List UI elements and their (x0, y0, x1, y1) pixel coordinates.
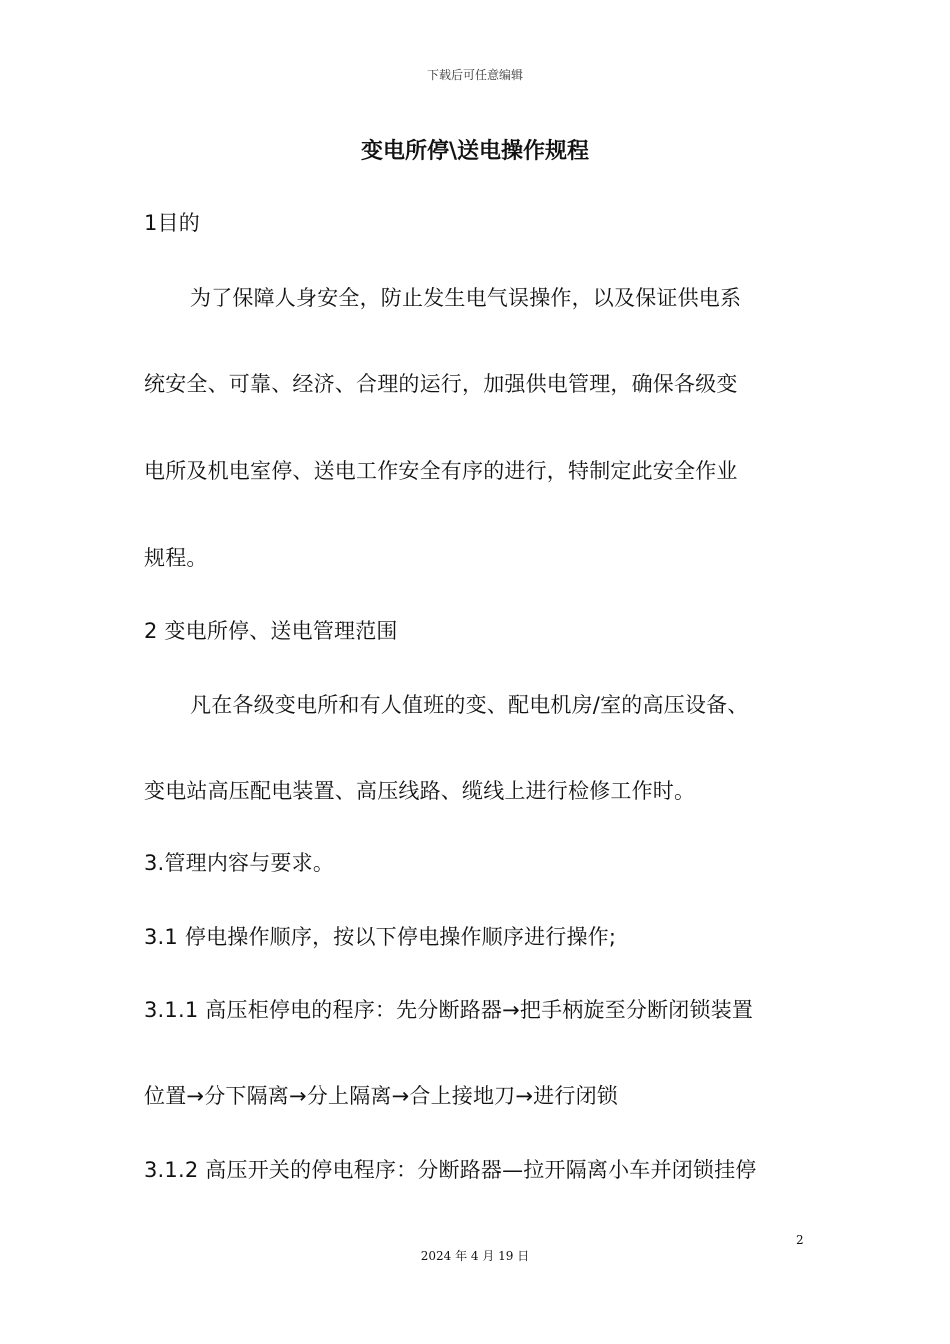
section-heading-purpose: 1目的 (144, 211, 200, 235)
paragraph-line: 3.1.2 高压开关的停电程序：分断路器—拉开隔离小车并闭锁挂停 (144, 1158, 757, 1182)
section-heading-requirements: 3.管理内容与要求。 (144, 851, 335, 875)
subsection-heading: 3.1 停电操作顺序，按以下停电操作顺序进行操作; (144, 925, 617, 949)
section-heading-scope: 2 变电所停、送电管理范围 (144, 619, 398, 643)
paragraph-line: 凡在各级变电所和有人值班的变、配电机房/室的高压设备、 (190, 693, 749, 717)
paragraph-line: 为了保障人身安全，防止发生电气误操作，以及保证供电系 (190, 286, 742, 310)
paragraph-line: 位置→分下隔离→分上隔离→合上接地刀→进行闭锁 (144, 1084, 618, 1108)
paragraph-line: 变电站高压配电装置、高压线路、缆线上进行检修工作时。 (144, 779, 696, 803)
paragraph-line: 统安全、可靠、经济、合理的运行，加强供电管理，确保各级变 (144, 372, 738, 396)
page-header: 下载后可任意编辑 (426, 68, 523, 82)
paragraph-line: 规程。 (144, 546, 208, 570)
document-title: 变电所停\送电操作规程 (360, 139, 590, 164)
page-footer-date: 2024 年 4 月 19 日 (420, 1249, 530, 1263)
paragraph-line: 电所及机电室停、送电工作安全有序的进行，特制定此安全作业 (144, 459, 738, 483)
page-number: 2 (796, 1233, 804, 1247)
paragraph-line: 3.1.1 高压柜停电的程序：先分断路器→把手柄旋至分断闭锁装置 (144, 998, 754, 1022)
